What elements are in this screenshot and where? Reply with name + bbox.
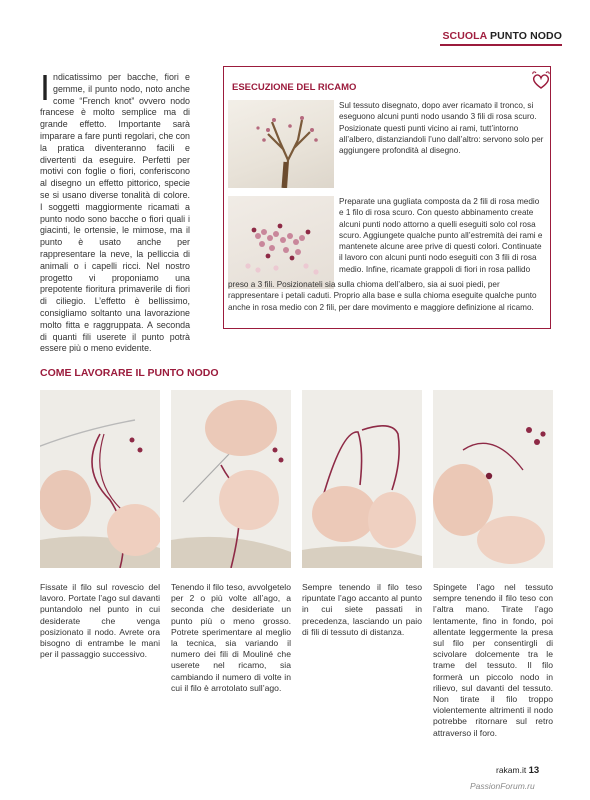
step-2-photo xyxy=(171,390,291,568)
intro-text: ndicatissimo per bacche, fiori e gemme, il punto nodo, noto anche come “French knot” ovvero nodo francese è molto semplice ma di grande effetto. Importante sarà imparare a fare punti regolari, che con la pratica diventeranno facili e divertenti da eseguire. Perfetti per motivi con foglie o fiori, conferiscono al disegno un effetto pittorico, specie se si usano diverse tonalità di colore. I soggetti maggiormente ricamati a punto nodo sono bacche o fiori quali i giacinti, le ortensie, le mimose, ma il punto è usato anche per rappresentare la neve, la pelliccia di animali o i capelli ricci. Nel nostro progetto vi proponiamo una prepotente fioritura primaverile di fiori di ciliegio. L’effetto è bellissimo, consigliamo soltanto una lavorazione molto fitta e raggruppata. A seconda di quanti fili userete il punto potrà essere più o meno evidente. xyxy=(40,72,190,354)
blossom-photo xyxy=(228,196,334,289)
box-text-2: Preparate una gugliata composta da 2 fili di rosa medio e 1 filo di rosa scuro. Con questo abbinamento create alcuni punti nodo attorno a quelli eseguiti solo col rosa scuro. Aggiungete qualche punto all’estremità dei rami e mantenete alcune aree prive di questi colori. Continuate il lavoro con alcuni punti nodo eseguiti con 3 fili di rosa medio. Infine, ricamate grappoli di fiori in rosa pallido xyxy=(339,197,543,274)
step-2-text: Tenendo il filo teso, avvolgetelo per 2 o più volte all’ago, a seconda che desideriate un punto più o meno grosso. Potrete sperimentare al meglio la tecnica, sia variando il numero dei fili di Mouliné che userete nel ricamo, sia cambiando il numero di volte in cui il filo è arrotolato sull’ago. xyxy=(171,582,291,693)
box-text-3: preso a 3 fili. Posizionateli sia sulla chioma dell’albero, sia ai suoi piedi, per rappresentare i petali caduti. Proprio alla base e sulla chioma eseguite qualche punto anche in rosa medio con 2 fili, per dare movimento e maggiore definizione al ricamo. xyxy=(228,280,537,312)
heart-ornament-icon xyxy=(530,70,552,92)
page-number: 13 xyxy=(528,765,540,776)
page-footer xyxy=(496,765,539,776)
step-3-photo xyxy=(302,390,422,568)
tree-trunk-photo xyxy=(228,100,334,188)
section-title: PUNTO NODO xyxy=(490,30,562,42)
section-kicker: SCUOLA xyxy=(442,30,487,42)
step-1-photo xyxy=(40,390,160,568)
section-header xyxy=(440,30,562,46)
howto-title: COME LAVORARE IL PUNTO NODO xyxy=(40,367,219,379)
step-4-text: Spingete l’ago nel tessuto sempre tenendo il filo teso con l’altra mano. Tirate l’ago lentamente, fino in fondo, poi allentate leggermente la presa sul filo per consentirgli di scivolare dolcemente tra le trame del tessuto. Il filo formerà un piccolo nodo in rilievo, sul davanti del tessuto. Non tirate il filo troppo violentemente altrimenti il nodo potrebbe ritornare sul retro attraverso il foro. xyxy=(433,582,553,738)
section-label xyxy=(442,30,562,42)
watermark: PassionForum.ru xyxy=(470,781,535,791)
box-title: ESECUZIONE DEL RICAMO xyxy=(232,82,357,93)
box-text-1: Sul tessuto disegnato, dopo aver ricamato il tronco, si eseguono alcuni punti nodo usando 3 fili di rosa scuro. Posizionate questi punti vicino ai rami, tutt’intorno all’albero, distanziandoli l’uno dall’altro: servono solo per aggiungere profondità al disegno. xyxy=(339,101,544,156)
step-3-text: Sempre tenendo il filo teso ripuntate l’ago accanto al punto in cui siete passati in precedenza, lasciando un paio di fili di tessuto di distanza. xyxy=(302,582,422,637)
site-name: rakam.it xyxy=(496,765,527,775)
step-4-photo xyxy=(433,390,553,568)
step-1-text: Fissate il filo sul rovescio del lavoro. Portate l’ago sul davanti puntandolo nel punto in cui desiderate che venga posizionato il nodo. Avrete ora bisogno di entrambe le mani per il passaggio successivo. xyxy=(40,582,160,660)
intro-paragraph xyxy=(40,67,190,355)
dropcap: I xyxy=(40,67,51,108)
